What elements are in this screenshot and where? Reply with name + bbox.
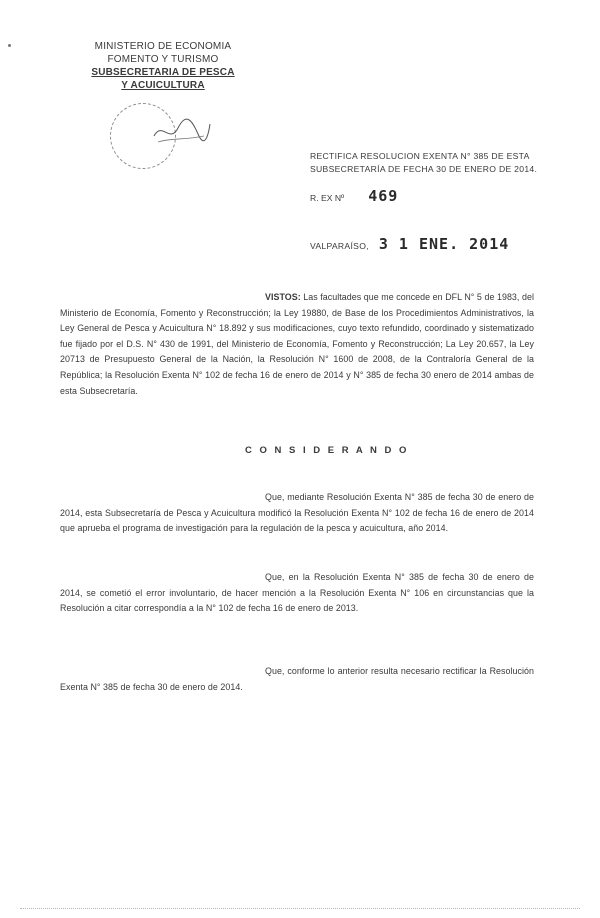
considerando-text-2: Que, en la Resolución Exenta N° 385 de fecha 30 de enero de 2014, se cometió el error involuntario, de hacer mención a la Resolución Exenta N° 106 en circunstancias que la Resolución a citar correspondía a la N° 102 de fecha 16 de enero de 2013. <box>60 572 534 614</box>
handwritten-signature <box>152 116 212 146</box>
ministry-sector: FOMENTO Y TURISMO <box>107 54 219 65</box>
considerando-text-3: Que, conforme lo anterior resulta necesario rectificar la Resolución Exenta N° 385 de fecha 30 de enero de 2014. <box>60 666 534 692</box>
resolution-number-row <box>310 187 398 205</box>
vistos-label: VISTOS: <box>265 292 301 302</box>
considerando-text-1: Que, mediante Resolución Exenta N° 385 de fecha 30 de enero de 2014, esta Subsecretaría de Pesca y Acuicultura modificó la Resolución Exenta N° 102 de fecha 16 de enero de 2014 que aprueba el programa de investigación para la regulación de la pesca y acuicultura, año 2014. <box>60 492 534 534</box>
ministry-name: MINISTERIO DE ECONOMIA <box>94 41 232 52</box>
resolution-number: 469 <box>368 187 399 205</box>
place-date-row <box>310 235 509 253</box>
considerando-paragraph-3 <box>60 664 534 695</box>
subject-line-1: RECTIFICA RESOLUCION EXENTA N° 385 DE ESTA <box>310 151 530 161</box>
subject-line-2: SUBSECRETARÍA DE FECHA 30 DE ENERO DE 2014. <box>310 164 538 174</box>
page-bottom-edge <box>20 908 580 913</box>
vistos-paragraph <box>60 290 534 399</box>
resolution-subject <box>310 150 560 176</box>
vistos-text: Las facultades que me concede en DFL N° 5 de 1983, del Ministerio de Economía, Fomento y Reconstrucción; la Ley 19880, de Base de los Procedimientos Administrativos, la Ley General de Pesca y Acuicultura N° 18.892 y sus modificaciones, cuyo texto refundido, coordinado y sistematizado fue fijado por el D.S. N° 430 de 1991, del Ministerio de Economía, Fomento y Reconstrucción; La Ley 20.657, la Ley 20713 de Presupuesto General de la Nación, la Resolución N° 1600 de 2008, de la Contraloría General de la República; la Resolución Exenta N° 102 de fecha 16 de enero de 2014 y N° 385 de fecha 30 enero de 2014 ambas de esta Subsecretaría. <box>60 292 534 396</box>
considerando-paragraph-2 <box>60 570 534 617</box>
undersecretariat-name: SUBSECRETARIA DE PESCA <box>91 67 235 78</box>
date-stamp: 3 1 ENE. 2014 <box>378 235 510 253</box>
considerando-paragraph-1 <box>60 490 534 537</box>
resolution-number-label: R. EX Nº <box>310 193 345 203</box>
city: VALPARAÍSO, <box>310 241 369 251</box>
ministry-header <box>78 40 248 92</box>
considerando-heading: C O N S I D E R A N D O <box>245 445 409 456</box>
undersecretariat-area: Y ACUICULTURA <box>121 80 205 91</box>
scan-speck <box>8 44 11 47</box>
